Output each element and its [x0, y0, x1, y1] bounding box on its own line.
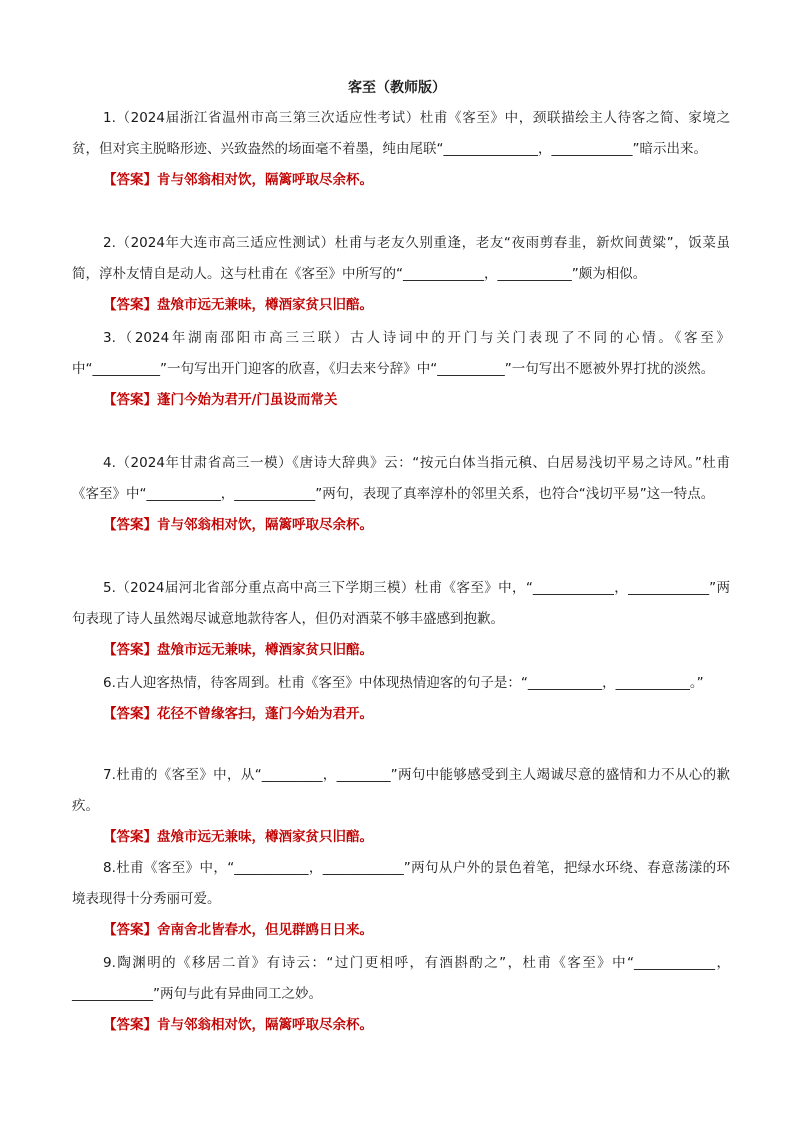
question-text: 5.（2024届河北省部分重点高中高三下学期三模）杜甫《客至》中，“____________，____________”两句表现了诗人虽然竭尽诚意地款待客人，但仍对酒菜不够丰盛感到抱歉。 [72, 580, 730, 627]
question-text: 6.古人迎客热情，待客周到。杜甫《客至》中体现热情迎客的句子是：“___________，___________。” [103, 675, 704, 691]
answer-tag: 【答案】 [103, 172, 157, 188]
answer-text: 盘飧市远无兼味，樽酒家贫只旧醅。 [157, 642, 373, 658]
question-block-9 [72, 948, 730, 1041]
question-text: 7.杜甫的《客至》中，从“_________，________”两句中能够感受到主人竭诚尽意的盛情和力不从心的歉疚。 [72, 767, 730, 814]
answer-text: 肯与邻翁相对饮，隔篱呼取尽余杯。 [157, 172, 373, 188]
answer-line [72, 1010, 730, 1041]
answer-line [72, 635, 730, 666]
question-block-2 [72, 228, 730, 321]
question-text: 2.（2024年大连市高三适应性测试）杜甫与老友久别重逢，老友“夜雨剪春韭，新炊间黄粱”，饭菜虽简，淳朴友情自是动人。这与杜甫在《客至》中所写的“____________，___________”颇为相似。 [72, 235, 730, 282]
answer-tag: 【答案】 [103, 642, 157, 658]
question-text: 4.（2024年甘肃省高三一模）《唐诗大辞典》云：“按元白体当指元稹、白居易浅切平易之诗风。”杜甫《客至》中“___________，____________”两句，表现了真率淳朴的邻里关系，也符合“浅切平易”这一特点。 [72, 455, 730, 502]
question-block-8 [72, 853, 730, 946]
question-text: 9.陶渊明的《移居二首》有诗云：“过门更相呼，有酒斟酌之”，杜甫《客至》中“____________，____________”两句与此有异曲同工之妙。 [72, 955, 730, 1002]
question-text: 3.（2024年湖南邵阳市高三三联）古人诗词中的开门与关门表现了不同的心情。《客至》中“__________”一句写出开门迎客的欣喜，《归去来兮辞》中“__________”一句写出不愿被外界打扰的淡然。 [72, 330, 730, 377]
question-block-3 [72, 323, 730, 416]
answer-text: 盘飧市远无兼味，樽酒家贫只旧醅。 [157, 297, 373, 313]
answer-tag: 【答案】 [103, 922, 157, 938]
question-block-5 [72, 573, 730, 666]
answer-tag: 【答案】 [103, 829, 157, 845]
answer-line [72, 699, 730, 730]
answer-text: 花径不曾缘客扫，蓬门今始为君开。 [157, 706, 373, 722]
answer-tag: 【答案】 [103, 392, 157, 408]
answer-tag: 【答案】 [103, 297, 157, 313]
answer-tag: 【答案】 [103, 706, 157, 722]
answer-text: 肯与邻翁相对饮，隔篱呼取尽余杯。 [157, 1017, 373, 1033]
answer-line [72, 385, 730, 416]
question-block-4 [72, 448, 730, 541]
answer-tag: 【答案】 [103, 517, 157, 533]
question-text: 1.（2024届浙江省温州市高三第三次适应性考试）杜甫《客至》中，颈联描绘主人待客之简、家境之贫，但对宾主脱略形迹、兴致盎然的场面毫不着墨，纯由尾联“______________，____________”暗示出来。 [72, 110, 730, 157]
answer-tag: 【答案】 [103, 1017, 157, 1033]
question-block-7 [72, 760, 730, 853]
answer-line [72, 165, 730, 196]
question-block-6 [72, 668, 730, 730]
answer-text: 舍南舍北皆春水，但见群鸥日日来。 [157, 922, 373, 938]
answer-text: 肯与邻翁相对饮，隔篱呼取尽余杯。 [157, 517, 373, 533]
answer-line [72, 822, 730, 853]
answer-line [72, 510, 730, 541]
document-title: 客至（教师版） [348, 80, 446, 96]
question-text: 8.杜甫《客至》中，“___________，____________”两句从户外的景色着笔，把绿水环绕、春意荡漾的环境表现得十分秀丽可爱。 [72, 860, 730, 907]
answer-line [72, 290, 730, 321]
question-block-1 [72, 103, 730, 196]
answer-text: 蓬门今始为君开/门虽设而常关 [157, 392, 338, 408]
answer-text: 盘飧市远无兼味，樽酒家贫只旧醅。 [157, 829, 373, 845]
answer-line [72, 915, 730, 946]
